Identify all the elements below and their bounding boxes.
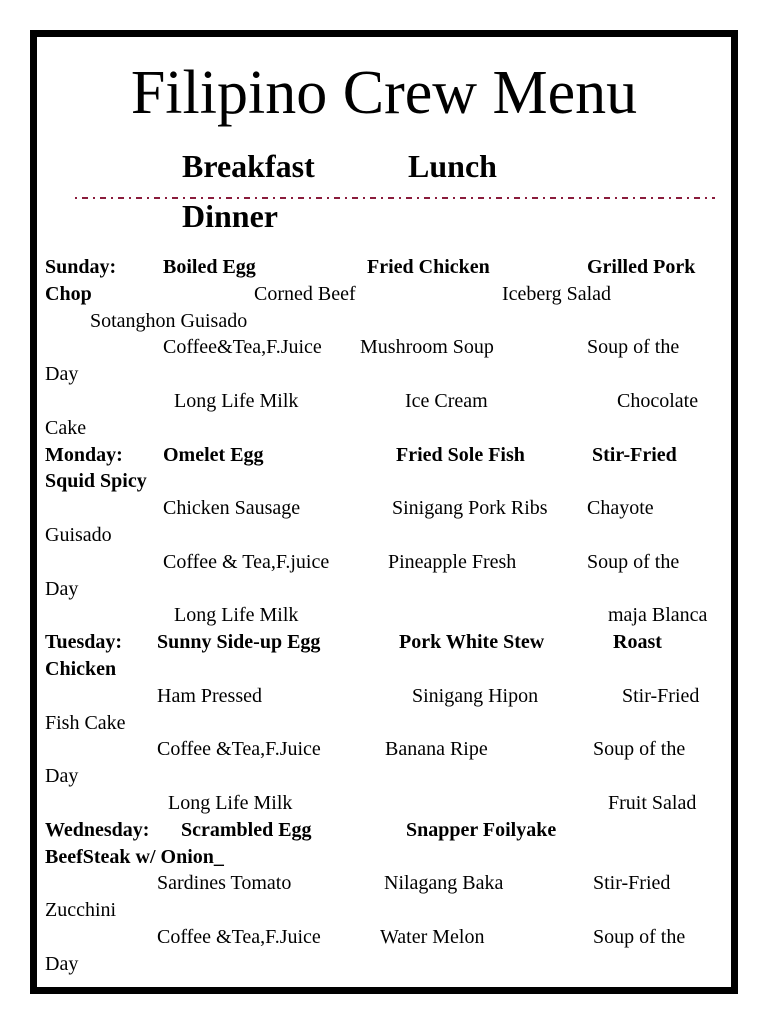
breakfast-item: Coffee &Tea,F.Juice: [157, 738, 321, 761]
dinner-item: Stir-Fried: [593, 872, 671, 895]
dinner-item: Stir-Fried: [622, 684, 700, 707]
breakfast-item: Long Life Milk: [168, 791, 293, 814]
menu-line: [45, 602, 720, 629]
lunch-item: Pineapple Fresh: [388, 550, 517, 573]
dinner-item: Soup of the: [593, 738, 686, 761]
menu-line: [45, 522, 720, 549]
menu-line: [45, 790, 720, 817]
lunch-item: Snapper Foilyake: [406, 818, 557, 841]
dinner-item-cont: Fish Cake: [45, 711, 126, 734]
dinner-item-cont: Day: [45, 363, 79, 386]
menu-body: [45, 254, 720, 978]
day-label-wednesday: Wednesday:: [45, 818, 150, 841]
heading-breakfast: Breakfast: [182, 148, 315, 184]
dinner-item: Stir-Fried: [592, 443, 677, 466]
breakfast-item: Long Life Milk: [174, 604, 299, 627]
menu-line: [45, 495, 720, 522]
menu-line: [45, 951, 720, 978]
page-title: Filipino Crew Menu: [130, 59, 638, 127]
breakfast-item: Chicken Sausage: [163, 497, 301, 520]
dinner-item: Soup of the: [593, 925, 686, 948]
lunch-item: Banana Ripe: [385, 738, 488, 761]
menu-line: [45, 736, 720, 763]
breakfast-item: Corned Beef: [254, 282, 356, 305]
lunch-item: Nilagang Baka: [384, 872, 504, 895]
dinner-item-cont: Chicken: [45, 657, 117, 680]
breakfast-item: Coffee&Tea,F.Juice: [163, 336, 322, 359]
lunch-item: Sinigang Pork Ribs: [392, 497, 548, 520]
menu-line: [45, 844, 720, 871]
menu-line: [45, 308, 720, 335]
dotted-divider: [75, 196, 715, 200]
dinner-item: Sotanghon Guisado: [90, 309, 248, 332]
menu-line: [45, 576, 720, 603]
menu-line: [45, 710, 720, 737]
day-label-tuesday: Tuesday:: [45, 631, 123, 654]
breakfast-item: Sardines Tomato: [157, 872, 292, 895]
lunch-item: Fried Chicken: [367, 256, 490, 278]
lunch-item: Mushroom Soup: [360, 336, 494, 359]
breakfast-item: Omelet Egg: [163, 443, 264, 466]
menu-line: [45, 361, 720, 388]
dinner-item: Chayote: [587, 497, 654, 520]
menu-line: [45, 870, 720, 897]
breakfast-item: Sunny Side-up Egg: [157, 631, 321, 654]
dinner-item-cont: Chop: [45, 282, 92, 305]
dinner-item: Chocolate: [617, 389, 699, 412]
breakfast-item: Ham Pressed: [157, 684, 262, 707]
menu-line: [45, 254, 720, 281]
lunch-item: Water Melon: [380, 925, 485, 948]
dinner-item-cont: Day: [45, 952, 79, 975]
dinner-item: Fruit Salad: [608, 791, 697, 814]
menu-line: [45, 334, 720, 361]
dinner-item: Soup of the: [587, 550, 680, 573]
dinner-item-cont: Zucchini: [45, 899, 117, 922]
menu-line: [45, 897, 720, 924]
dinner-item-cont: Guisado: [45, 523, 112, 546]
menu-line: [45, 817, 720, 844]
lunch-item: Pork White Stew: [399, 631, 545, 654]
dinner-item: Soup of the: [587, 336, 680, 359]
menu-line: [45, 629, 720, 656]
breakfast-item: Boiled Egg: [163, 256, 256, 278]
menu-line: [45, 656, 720, 683]
lunch-item: Ice Cream: [405, 389, 488, 412]
breakfast-item: Coffee & Tea,F.juice: [163, 550, 330, 573]
lunch-item: Fried Sole Fish: [396, 443, 525, 466]
day-label-sunday: Sunday:: [45, 256, 117, 278]
dinner-item-cont: Squid Spicy: [45, 470, 147, 493]
lunch-item: Iceberg Salad: [502, 282, 612, 305]
menu-line: [45, 442, 720, 469]
menu-line: [45, 415, 720, 442]
breakfast-item: Coffee &Tea,F.Juice: [157, 925, 321, 948]
menu-line: [45, 763, 720, 790]
day-label-monday: Monday:: [45, 443, 123, 466]
heading-dinner: Dinner: [182, 198, 278, 234]
dinner-item-cont: Day: [45, 765, 79, 788]
dinner-item: maja Blanca: [608, 604, 708, 627]
menu-line: [45, 281, 720, 308]
menu-line: [45, 388, 720, 415]
menu-line: [45, 683, 720, 710]
dinner-item-cont: Cake: [45, 416, 87, 439]
menu-line: [45, 924, 720, 951]
heading-lunch: Lunch: [408, 148, 497, 184]
dinner-item-cont: Day: [45, 577, 79, 600]
breakfast-item: Scrambled Egg: [181, 818, 312, 841]
menu-line: [45, 468, 720, 495]
dinner-item: Grilled Pork: [587, 256, 696, 278]
menu-frame: [30, 30, 738, 994]
dinner-item: Roast: [613, 631, 662, 654]
lunch-item: Sinigang Hipon: [412, 684, 539, 707]
breakfast-item: Long Life Milk: [174, 389, 299, 412]
dinner-item: BeefSteak w/ Onion_: [45, 845, 224, 868]
menu-line: [45, 549, 720, 576]
